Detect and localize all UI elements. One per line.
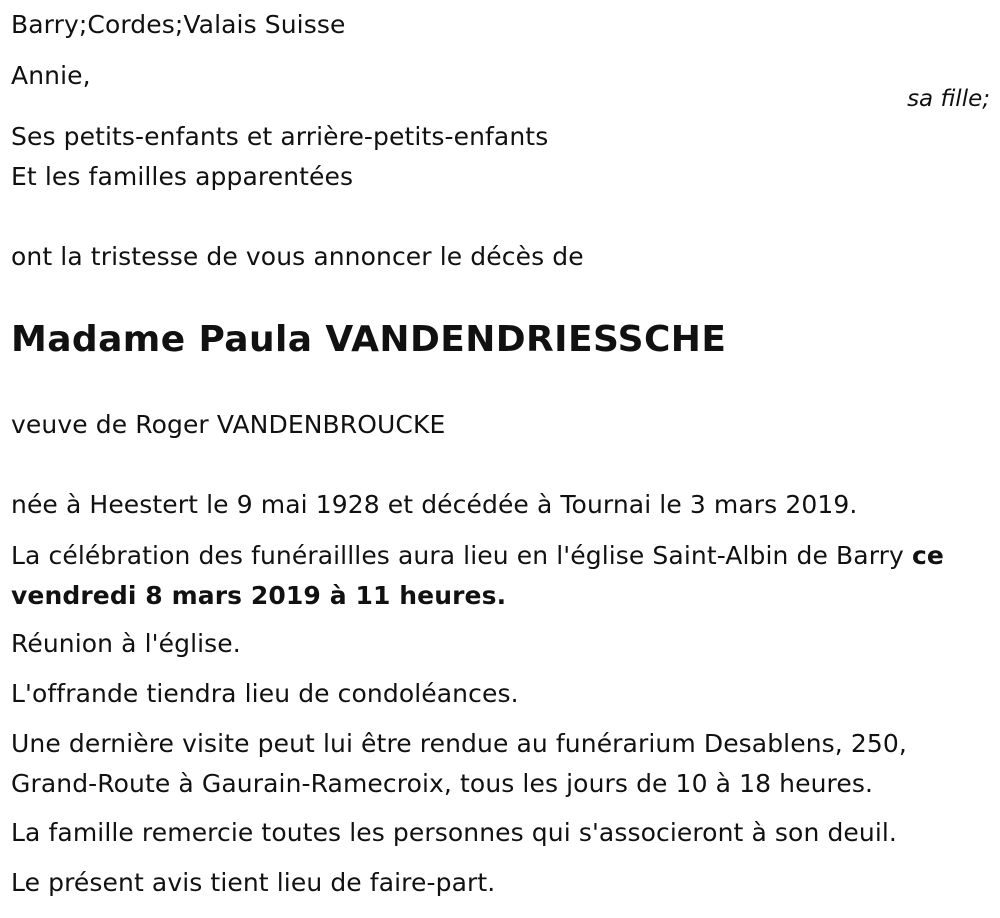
families-line: Et les familles apparentées — [11, 162, 354, 191]
visit-line-2: Grand-Route à Gaurain-Ramecroix, tous les jours de 10 à 18 heures. — [11, 769, 873, 798]
meeting-line: Réunion à l'église. — [11, 629, 241, 658]
relative-role: sa fille; — [907, 86, 990, 112]
spouse-line: veuve de Roger VANDENBROUCKE — [11, 410, 446, 439]
notice-line: Le présent avis tient lieu de faire-part. — [11, 868, 496, 897]
location-line: Barry;Cordes;Valais Suisse — [11, 10, 346, 39]
announcement-line: ont la tristesse de vous annoncer le décès de — [11, 242, 584, 271]
ceremony-text: La célébration des funéraillles aura lieu en l'église Saint-Albin de Barry — [11, 541, 912, 570]
ceremony-line — [11, 536, 944, 576]
visit-line-1: Une dernière visite peut lui être rendue au funérarium Desablens, 250, — [11, 729, 907, 758]
ceremony-bold-start: ce — [911, 541, 944, 570]
ceremony-date: vendredi 8 mars 2019 à 11 heures. — [11, 581, 507, 610]
relative-name: Annie, — [11, 61, 91, 90]
dates-line: née à Heestert le 9 mai 1928 et décédée à Tournai le 3 mars 2019. — [11, 490, 858, 519]
grandchildren-line: Ses petits-enfants et arrière-petits-enfants — [11, 122, 549, 151]
offering-line: L'offrande tiendra lieu de condoléances. — [11, 679, 519, 708]
thanks-line: La famille remercie toutes les personnes qui s'associeront à son deuil. — [11, 818, 897, 847]
deceased-name: Madame Paula VANDENDRIESSCHE — [11, 319, 727, 360]
